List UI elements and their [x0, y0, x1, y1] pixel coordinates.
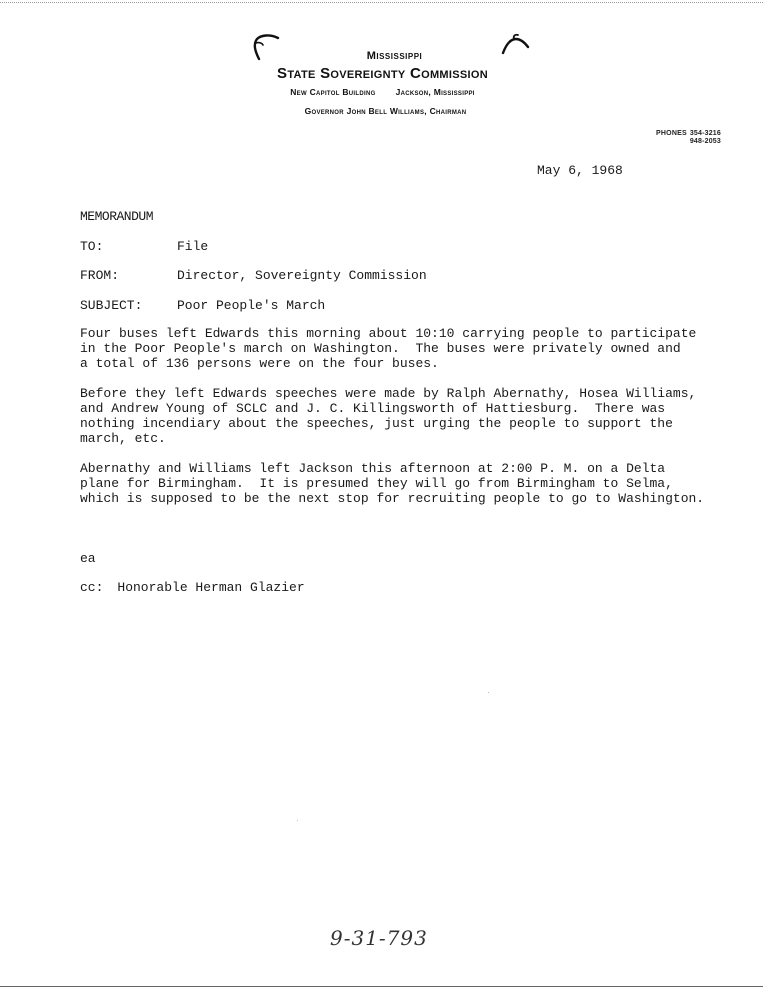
phone-1: 354-3216: [689, 130, 721, 137]
body-paragraph-3: Abernathy and Williams left Jackson this afternoon at 2:00 P. M. on a Delta plane for Birmingham. It is presumed they will go from Birmingham to Selma, which is supposed to be the next stop for recruiting people to go to Washington.: [80, 461, 705, 506]
memo-heading: MEMORANDUM: [80, 209, 154, 224]
letterhead-building: New Capitol Building: [290, 87, 376, 97]
body-paragraph-2: Before they left Edwards speeches were made by Ralph Abernathy, Hosea Williams, and Andrew Young of SCLC and J. C. Killingsworth of Hattiesburg. There was nothing incendiary about the speeches, just urging the people to support the march, etc.: [80, 386, 697, 446]
phone-2: 948-2053: [689, 138, 721, 145]
memo-date: May 6, 1968: [537, 163, 623, 178]
subject-label: SUBJECT:: [80, 298, 143, 313]
letterhead: [0, 0, 763, 125]
handwritten-archive-number: 9-31-793: [330, 926, 428, 950]
typist-initials: ea: [80, 551, 96, 566]
cc-name: Honorable Herman Glazier: [117, 580, 305, 595]
to-value: File: [177, 239, 209, 254]
subject-value: Poor People's March: [177, 298, 326, 313]
cc-line: [80, 580, 305, 595]
to-label: TO:: [80, 239, 104, 254]
paper-speck: [488, 692, 489, 693]
letterhead-city: Jackson, Mississippi: [395, 87, 475, 97]
cc-label: cc:: [80, 580, 104, 595]
from-value: Director, Sovereignty Commission: [177, 268, 427, 283]
letterhead-state: Mississippi: [366, 50, 423, 62]
phones-label: PHONES: [656, 130, 687, 137]
page-bottom-edge: [0, 986, 763, 987]
paper-speck: [297, 820, 298, 821]
letterhead-address: [0, 87, 763, 97]
body-paragraph-1: Four buses left Edwards this morning about 10:10 carrying people to participate in the Poor People's march on Washington. The buses were privately owned and a total of 136 persons were on the four buses.: [80, 326, 697, 371]
from-label: FROM:: [80, 268, 120, 283]
letterhead-commission: State Sovereignty Commission: [277, 65, 488, 82]
phone-numbers: [656, 130, 721, 146]
letterhead-governor: Governor John Bell Williams, Chairman: [304, 106, 467, 116]
